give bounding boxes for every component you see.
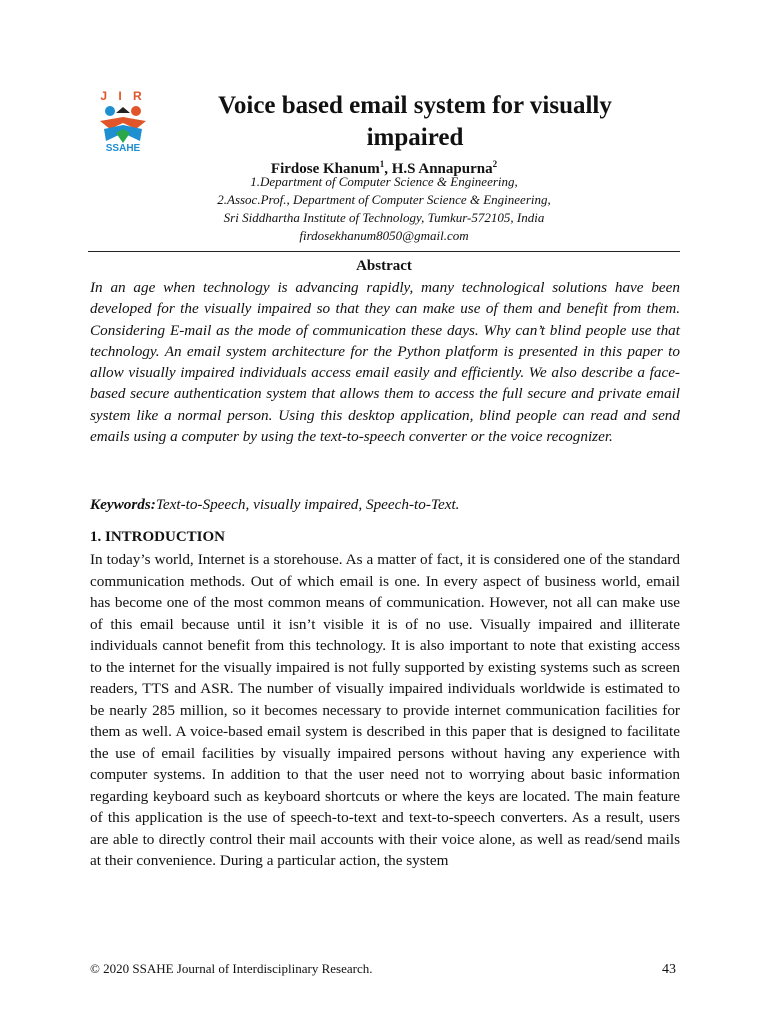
author-email: firdosekhanum8050@gmail.com [299,228,469,243]
abstract-body: In an age when technology is advancing rapidly, many technological solutions have been developed for the visually impaired so that they can make use of them and benefit from them. Considering E-mail as the mode of communication these days. Why can’t blind people use that technology. An email system architecture for the Python platform is presented in this paper to allow visually impaired individuals access email easily and efficiently. We also describe a face-based secure authentication system that allows them to access the full secure and private email system like a normal person. Using this desktop application, blind people can read and send emails using a computer by using the text-to-speech converter or the voice recognizer. [90,279,680,446]
logo-figures-icon [96,103,150,145]
abstract-heading: Abstract [356,258,412,274]
affiliation-1: 1.Department of Computer Science & Engineering, [250,174,518,189]
author-1: Firdose Khanum [270,161,380,177]
introduction-body: In today’s world, Internet is a storehouse. As a matter of fact, it is considered one of the standard communication methods. Out of which email is one. In every aspect of business world, email has become one of the most common means of communication. However, not all can make use of this email because until it isn’t visible it is of no use. Visually impaired and illiterate individuals cannot benefit from this technology. It is also important to note that existing access to the internet for the visually impaired is not fully supported by existing systems such as screen readers, TTS and ASR. The number of visually impaired individuals worldwide is estimated to be nearly 285 million, so it becomes necessary to provide internet communication facilities for them as well. A voice-based email system is described in this paper that is designed to facilitate the use of email facilities by visually impaired persons without having any experience with computer systems. In addition to that the user need not to worrying about basic information regarding keyboard such as keyboard shortcuts or where the keys are located. The main feature of this application is the use of speech-to-text and text-to-speech converters. As a result, users are able to directly control their mail accounts with their voice alone, as well as read/send mails at their convenience. During a particular action, the system [90,551,680,869]
author-1-superscript: 1 [379,159,385,169]
keywords-label: Keywords: [90,496,156,513]
author-2-superscript: 2 [492,159,498,169]
journal-logo [92,89,154,159]
author-2: , H.S Annapurna [384,161,493,177]
footer-copyright: © 2020 SSAHE Journal of Interdisciplinary Research. [90,961,373,976]
introduction-heading: 1. INTRODUCTION [90,529,226,545]
paper-title: Voice based email system for visually impaired [218,92,612,151]
logo-ssahe-text: SSAHE [105,143,141,154]
header-divider [88,251,680,252]
affiliation-2: 2.Assoc.Prof., Department of Computer Science & Engineering, [217,192,551,207]
keywords-line [90,496,680,514]
keywords-text: Text-to-Speech, visually impaired, Speech-to-Text. [155,496,460,513]
page-number: 43 [662,962,676,977]
logo-jir-text: J I R [100,89,146,103]
affiliation-3: Sri Siddhartha Institute of Technology, Tumkur-572105, India [223,210,545,225]
